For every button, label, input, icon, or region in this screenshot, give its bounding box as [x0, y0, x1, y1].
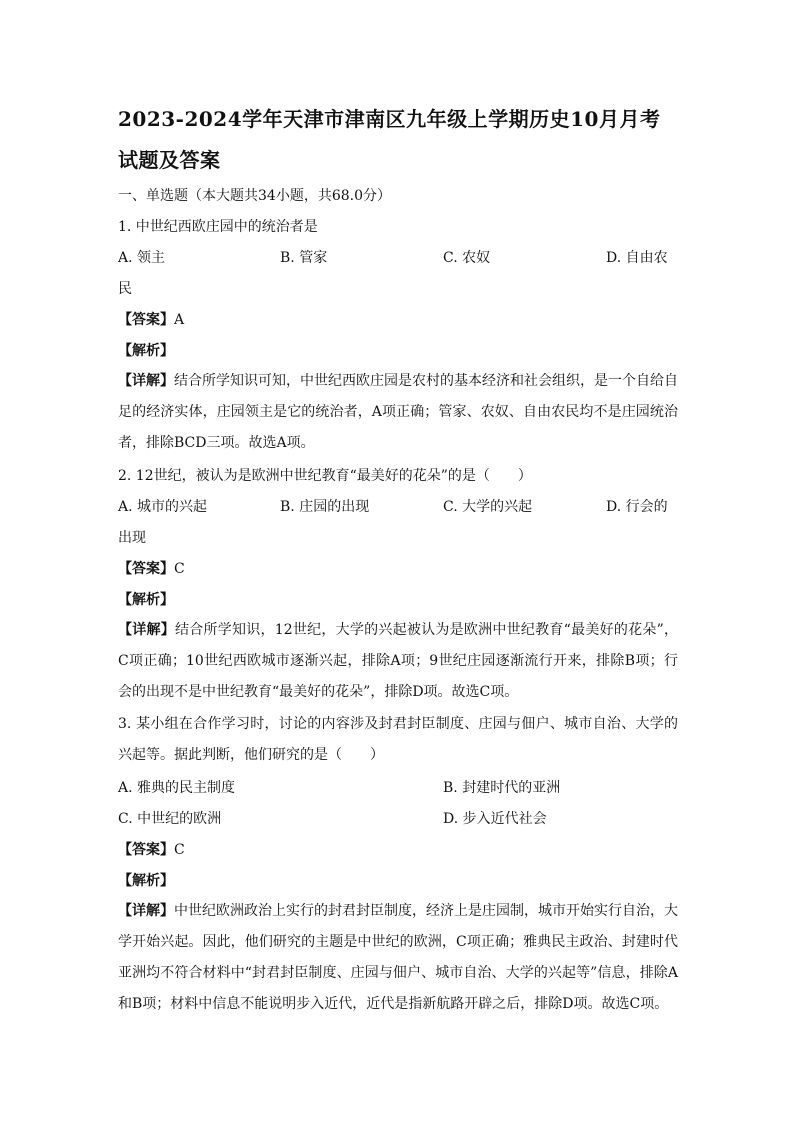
answer-tag: 【答案】: [118, 312, 174, 328]
answer-value: A: [174, 312, 185, 328]
question-3-stem: 3. 某小组在合作学习时，讨论的内容涉及封君封臣制度、庄园与佃户、城市自治、大学的兴起等。据此判断，他们研究的是（ ）: [118, 716, 678, 763]
detail-text: 结合所学知识可知，中世纪西欧庄园是农村的基本经济和社会组织，是一个自给自足的经济实体，庄园领主是它的统治者，A项正确；管家、农奴、自由农民均不是庄园统治者，排除BCD三项。故选A项。: [118, 373, 678, 451]
detail-text: 中世纪欧洲政治上实行的封君封臣制度，经济上是庄园制，城市开始实行自治，大学开始兴起。因此，他们研究的主题是中世纪的欧洲，C项正确；雅典民主政治、封建时代亚洲均不符合材料中“封君封臣制度、庄园与佃户、城市自治、大学的兴起等”信息，排除A和B项；材料中信息不能说明步入近代，近代是指新航路开辟之后，排除D项。故选C项。: [118, 903, 678, 1012]
question-3-option-b: B. 封建时代的亚洲: [443, 780, 561, 796]
question-2-option-d: D. 行会的: [606, 499, 668, 515]
detail-tag: 【详解】: [118, 622, 176, 638]
question-1-stem: 1. 中世纪西欧庄园中的统治者是: [118, 219, 318, 235]
question-2-option-a: A. 城市的兴起: [118, 499, 208, 515]
document-title-line2: 试题及答案: [118, 148, 221, 172]
question-2-option-b: B. 庄园的出现: [280, 499, 370, 515]
answer-value: C: [174, 561, 185, 577]
question-1-option-b: B. 管家: [280, 250, 328, 266]
question-1-option-c: C. 农奴: [443, 250, 491, 266]
question-2-analysis-heading: 【解析】: [118, 592, 174, 608]
question-1-option-a: A. 领主: [118, 250, 166, 266]
answer-tag: 【答案】: [118, 842, 174, 858]
answer-value: C: [174, 842, 185, 858]
detail-tag: 【详解】: [118, 903, 174, 919]
section-heading: 一、单选题（本大题共34小题，共68.0分）: [118, 188, 391, 204]
document-title-line1: 2023-2024学年天津市津南区九年级上学期历史10月月考: [118, 107, 661, 131]
question-3-detail: [118, 896, 678, 1020]
question-2-stem: 2. 12世纪，被认为是欧洲中世纪教育“最美好的花朵”的是（ ）: [118, 468, 532, 484]
question-1-option-wrap: 民: [118, 281, 132, 297]
detail-text: 结合所学知识，12世纪，大学的兴起被认为是欧洲中世纪教育“最美好的花朵”，C项正确；10世纪西欧城市逐渐兴起，排除A项；9世纪庄园逐渐流行开来，排除B项；行会的出现不是中世纪教育“最美好的花朵”，排除D项。故选C项。: [118, 622, 678, 700]
answer-tag: 【答案】: [118, 561, 174, 577]
detail-tag: 【详解】: [118, 373, 174, 389]
question-2-answer: [118, 559, 185, 579]
question-3-answer: [118, 840, 185, 860]
question-2-option-wrap: 出现: [118, 530, 146, 546]
question-1-answer: [118, 310, 184, 330]
question-1-option-d: D. 自由农: [606, 250, 668, 266]
question-3-option-d: D. 步入近代社会: [443, 811, 547, 827]
question-2-option-c: C. 大学的兴起: [443, 499, 533, 515]
question-2-detail: [118, 615, 678, 708]
question-3-option-a: A. 雅典的民主制度: [118, 780, 236, 796]
question-1-analysis-heading: 【解析】: [118, 343, 174, 359]
question-3-analysis-heading: 【解析】: [118, 873, 174, 889]
question-1-detail: [118, 366, 678, 459]
question-3-option-c: C. 中世纪的欧洲: [118, 811, 222, 827]
